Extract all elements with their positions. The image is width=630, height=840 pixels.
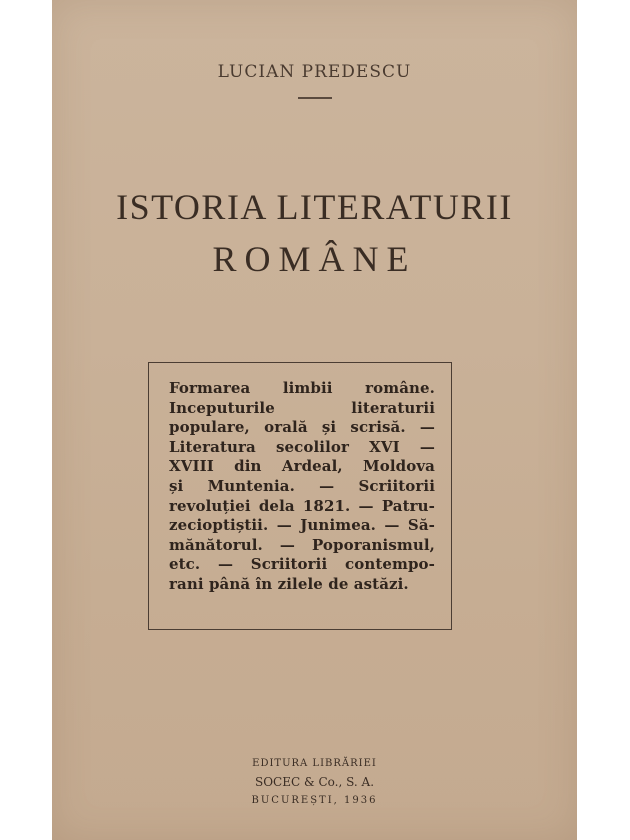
contents-line: XVIII din Ardeal, Moldova bbox=[169, 457, 435, 476]
contents-line: Literatura secolilor XVI — bbox=[169, 437, 435, 456]
publisher-company: SOCEC & Co., S. A. bbox=[254, 775, 375, 789]
contents-line: Formarea limbii române. bbox=[169, 379, 435, 397]
book-title-line-1: ISTORIA LITERATURII bbox=[116, 187, 513, 227]
contents-line: populare, orală și scrisă. — bbox=[169, 418, 435, 437]
book-title-line-2: ROMÂNE bbox=[212, 239, 417, 279]
contents-line: revoluției dela 1821. — Patru- bbox=[169, 496, 435, 515]
contents-line: mănătorul. — Poporanismul, bbox=[169, 535, 435, 554]
author-name: LUCIAN PREDESCU bbox=[217, 62, 412, 82]
contents-line: și Muntenia. — Scriitorii bbox=[169, 476, 435, 495]
contents-box bbox=[148, 362, 452, 630]
contents-line: zecioptiștii. — Junimea. — Să- bbox=[169, 516, 435, 535]
publisher-name: EDITURA LIBRĂRIEI bbox=[252, 758, 377, 769]
contents-line: etc. — Scriitorii contempo- bbox=[169, 555, 435, 574]
publisher-place-year: BUCUREȘTI, 1936 bbox=[251, 795, 378, 806]
title-page bbox=[52, 0, 577, 840]
contents-line: Inceputurile literaturii bbox=[169, 398, 435, 417]
author-rule bbox=[298, 97, 332, 99]
contents-line: rani până în zilele de astăzi. bbox=[169, 574, 409, 593]
